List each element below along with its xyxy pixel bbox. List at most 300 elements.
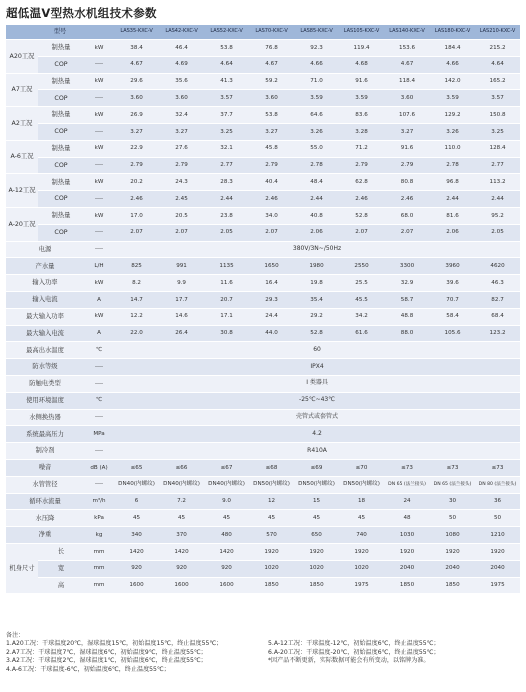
cell-value: 1020 [339, 560, 384, 577]
note-line: 5.A-12工况：干球温度-12℃，初始温度6℃，终止温度55℃； [268, 640, 440, 648]
cell-value: 32.4 [159, 107, 204, 124]
cell-value: 1600 [204, 577, 249, 594]
cell-value: 1135 [204, 258, 249, 275]
merged-value: 4.2 [114, 426, 520, 443]
cell-value: 16.4 [249, 275, 294, 292]
cell-value: 991 [159, 258, 204, 275]
table-row [6, 191, 520, 208]
notes-title: 备注： [6, 632, 25, 639]
row-label: 噪音 [6, 459, 84, 476]
row-label: 制冷剂 [6, 443, 84, 460]
cell-value: ≤69 [294, 459, 339, 476]
cell-value: 80.8 [384, 174, 430, 191]
row-label: 制热量 [38, 207, 84, 224]
cell-value: 920 [159, 560, 204, 577]
cell-value: 20.5 [159, 207, 204, 224]
cell-value: 2.77 [475, 157, 520, 174]
cell-value: 2.79 [114, 157, 159, 174]
cell-value: 20.2 [114, 174, 159, 191]
cell-value: 2.07 [159, 224, 204, 241]
merged-value: I 类器具 [114, 375, 520, 392]
cell-value: 81.6 [430, 207, 475, 224]
table-row [6, 140, 520, 157]
cell-value: 4.67 [384, 56, 430, 73]
cell-value: 48.4 [294, 174, 339, 191]
table-row [6, 459, 520, 476]
table-row [6, 241, 520, 258]
row-label: 防触电类型 [6, 375, 84, 392]
cell-value: ≤73 [430, 459, 475, 476]
cell-value: 650 [294, 527, 339, 544]
table-row [6, 90, 520, 107]
cell-value: 2.44 [475, 191, 520, 208]
cell-value: 55.0 [294, 140, 339, 157]
cell-value: 14.7 [114, 291, 159, 308]
row-unit: kW [84, 40, 114, 57]
cell-value: 2.78 [294, 157, 339, 174]
cell-value: 12.2 [114, 308, 159, 325]
condition-name: A-12工况 [6, 174, 38, 208]
cell-value: 20.7 [204, 291, 249, 308]
row-label: 制热量 [38, 40, 84, 57]
table-row [6, 359, 520, 376]
cell-value: 50 [430, 510, 475, 527]
cell-value: 370 [159, 527, 204, 544]
cell-value: 2.07 [249, 224, 294, 241]
cell-value: 2.44 [294, 191, 339, 208]
cell-value: 184.4 [430, 40, 475, 57]
note-line: 4.A-6工况：干球温度-6℃，初始温度6℃，终止温度55℃； [6, 665, 170, 673]
cell-value: 1020 [294, 560, 339, 577]
cell-value: 2.44 [204, 191, 249, 208]
cell-value: 3.59 [294, 90, 339, 107]
cell-value: 9.9 [159, 275, 204, 292]
cell-value: 3.59 [430, 90, 475, 107]
cell-value: 3960 [430, 258, 475, 275]
table-row [6, 493, 520, 510]
cell-value: 38.4 [114, 40, 159, 57]
row-label: COP [38, 123, 84, 140]
table-row [6, 476, 520, 493]
cell-value: 22.9 [114, 140, 159, 157]
cell-value: 96.8 [430, 174, 475, 191]
cell-value: 28.3 [204, 174, 249, 191]
cell-value: 35.6 [159, 73, 204, 90]
cell-value: 920 [204, 560, 249, 577]
cell-value: 53.8 [249, 107, 294, 124]
cell-value: 29.6 [114, 73, 159, 90]
row-label: 水管管径 [6, 476, 84, 493]
cell-value: 740 [339, 527, 384, 544]
row-label: 输入功率 [6, 275, 84, 292]
row-label: 使用环境温度 [6, 392, 84, 409]
cell-value: 113.2 [475, 174, 520, 191]
cell-value: DN50(内螺纹) [294, 476, 339, 493]
cell-value: 570 [249, 527, 294, 544]
row-label: 制热量 [38, 73, 84, 90]
cell-value: 53.8 [204, 40, 249, 57]
cell-value: 91.6 [339, 73, 384, 90]
model-name: LAS105-KXC-V [339, 25, 384, 40]
table-row [6, 56, 520, 73]
cell-value: 17.1 [204, 308, 249, 325]
table-row [6, 543, 520, 560]
row-unit: ---- [84, 224, 114, 241]
cell-value: 142.0 [430, 73, 475, 90]
cell-value: 27.6 [159, 140, 204, 157]
cell-value: 70.7 [430, 291, 475, 308]
dimensions-group: 机身尺寸 [6, 543, 38, 593]
row-unit: kW [84, 308, 114, 325]
row-label: 最高出水温度 [6, 342, 84, 359]
row-label: 循环水流量 [6, 493, 84, 510]
table-row [6, 73, 520, 90]
row-unit: MPa [84, 426, 114, 443]
cell-value: 4.66 [294, 56, 339, 73]
model-name: LAS52-KXC-V [204, 25, 249, 40]
cell-value: 110.0 [430, 140, 475, 157]
row-unit: kPa [84, 510, 114, 527]
cell-value: 82.7 [475, 291, 520, 308]
header-label: 型号 [6, 25, 114, 40]
table-row [6, 275, 520, 292]
row-unit: ---- [84, 56, 114, 73]
row-unit: kW [84, 275, 114, 292]
cell-value: 480 [204, 527, 249, 544]
row-unit: kW [84, 140, 114, 157]
cell-value: 2.05 [475, 224, 520, 241]
cell-value: 4.69 [159, 56, 204, 73]
table-row [6, 325, 520, 342]
condition-name: A20工况 [6, 40, 38, 74]
table-row [6, 443, 520, 460]
cell-value: ≤68 [249, 459, 294, 476]
cell-value: 62.8 [339, 174, 384, 191]
cell-value: 2.79 [339, 157, 384, 174]
merged-value: IPX4 [114, 359, 520, 376]
table-row [6, 577, 520, 594]
cell-value: 3.60 [114, 90, 159, 107]
merged-value: 壳管式或套管式 [114, 409, 520, 426]
cell-value: 3.26 [294, 123, 339, 140]
cell-value: 24.4 [249, 308, 294, 325]
cell-value: 19.8 [294, 275, 339, 292]
cell-value: 2040 [430, 560, 475, 577]
table-row [6, 308, 520, 325]
cell-value: 1420 [159, 543, 204, 560]
cell-value: 40.4 [249, 174, 294, 191]
model-name: LAS140-KXC-V [384, 25, 430, 40]
cell-value: 1920 [475, 543, 520, 560]
cell-value: 123.2 [475, 325, 520, 342]
cell-value: 26.9 [114, 107, 159, 124]
cell-value: 71.0 [294, 73, 339, 90]
cell-value: 2.06 [430, 224, 475, 241]
cell-value: 17.0 [114, 207, 159, 224]
row-label: 防水等级 [6, 359, 84, 376]
table-row [6, 224, 520, 241]
table-row [6, 560, 520, 577]
cell-value: 3.27 [249, 123, 294, 140]
cell-value: DN40(内螺纹) [204, 476, 249, 493]
cell-value: 1420 [204, 543, 249, 560]
cell-value: 3.60 [384, 90, 430, 107]
cell-value: 2.79 [249, 157, 294, 174]
cell-value: DN 65 (法兰接头) [384, 476, 430, 493]
row-label: 最大输入功率 [6, 308, 84, 325]
cell-value: 128.4 [475, 140, 520, 157]
row-label: COP [38, 224, 84, 241]
cell-value: 3.25 [475, 123, 520, 140]
table-row [6, 426, 520, 443]
row-unit: kg [84, 527, 114, 544]
cell-value: 2.06 [294, 224, 339, 241]
cell-value: 1920 [339, 543, 384, 560]
cell-value: 29.3 [249, 291, 294, 308]
cell-value: 920 [114, 560, 159, 577]
cell-value: 46.3 [475, 275, 520, 292]
cell-value: 91.6 [384, 140, 430, 157]
cell-value: 2.46 [384, 191, 430, 208]
cell-value: 1600 [114, 577, 159, 594]
cell-value: 4.64 [204, 56, 249, 73]
cell-value: 105.6 [430, 325, 475, 342]
cell-value: 30.8 [204, 325, 249, 342]
cell-value: 76.8 [249, 40, 294, 57]
cell-value: 2.46 [249, 191, 294, 208]
cell-value: 15 [294, 493, 339, 510]
cell-value: 2.07 [384, 224, 430, 241]
merged-value: -25℃~43℃ [114, 392, 520, 409]
cell-value: 2.46 [339, 191, 384, 208]
cell-value: 45.8 [249, 140, 294, 157]
row-unit: mm [84, 577, 114, 594]
row-unit: m³/h [84, 493, 114, 510]
cell-value: 52.8 [294, 325, 339, 342]
cell-value: 64.6 [294, 107, 339, 124]
cell-value: 165.2 [475, 73, 520, 90]
cell-value: 4.67 [114, 56, 159, 73]
row-label: COP [38, 191, 84, 208]
cell-value: 92.3 [294, 40, 339, 57]
cell-value: 40.8 [294, 207, 339, 224]
cell-value: 3.27 [384, 123, 430, 140]
note-line: *因产品不断更新，实际数据可能会有所变动，以铭牌为准。 [268, 657, 430, 665]
note-line: 1.A20工况：干球温度20℃，湿球温度15℃，初始温度15℃，终止温度55℃； [6, 640, 223, 648]
table-row [6, 174, 520, 191]
cell-value: 1080 [430, 527, 475, 544]
cell-value: 1600 [159, 577, 204, 594]
cell-value: 88.0 [384, 325, 430, 342]
cell-value: 48.8 [384, 308, 430, 325]
row-unit: A [84, 291, 114, 308]
cell-value: 2.79 [384, 157, 430, 174]
cell-value: 118.4 [384, 73, 430, 90]
cell-value: 4.64 [475, 56, 520, 73]
cell-value: 2.45 [159, 191, 204, 208]
cell-value: 50 [475, 510, 520, 527]
cell-value: DN 65 (法兰接头) [430, 476, 475, 493]
cell-value: 2040 [475, 560, 520, 577]
cell-value: 58.4 [430, 308, 475, 325]
cell-value: 107.6 [384, 107, 430, 124]
row-unit: A [84, 325, 114, 342]
row-unit: ℃ [84, 392, 114, 409]
cell-value: 153.6 [384, 40, 430, 57]
cell-value: DN40(内螺纹) [114, 476, 159, 493]
cell-value: 2.07 [114, 224, 159, 241]
merged-value: 60 [114, 342, 520, 359]
cell-value: 35.4 [294, 291, 339, 308]
cell-value: 45.5 [339, 291, 384, 308]
cell-value: ≤73 [475, 459, 520, 476]
cell-value: 1210 [475, 527, 520, 544]
table-row [6, 123, 520, 140]
cell-value: 825 [114, 258, 159, 275]
cell-value: 2.46 [114, 191, 159, 208]
cell-value: 3.26 [430, 123, 475, 140]
cell-value: 119.4 [339, 40, 384, 57]
cell-value: 1030 [384, 527, 430, 544]
table-row [6, 510, 520, 527]
cell-value: 1850 [384, 577, 430, 594]
cell-value: 71.2 [339, 140, 384, 157]
cell-value: 2.79 [159, 157, 204, 174]
cell-value: 1975 [475, 577, 520, 594]
row-label: 制热量 [38, 140, 84, 157]
table-row [6, 392, 520, 409]
cell-value: 1420 [114, 543, 159, 560]
cell-value: 59.2 [249, 73, 294, 90]
row-label: COP [38, 56, 84, 73]
cell-value: ≤66 [159, 459, 204, 476]
spec-table [6, 25, 520, 594]
table-row [6, 409, 520, 426]
row-label: 系统最高压力 [6, 426, 84, 443]
cell-value: 41.3 [204, 73, 249, 90]
cell-value: ≤67 [204, 459, 249, 476]
table-row [6, 375, 520, 392]
note-line: 2.A7工况：干球温度7℃，湿球温度6℃，初始温度9℃，终止温度55℃； [6, 648, 207, 656]
cell-value: 1850 [294, 577, 339, 594]
page-title: 超低温V型热水机组技术参数 [6, 6, 157, 20]
row-label: 电源 [6, 241, 84, 258]
cell-value: 45 [114, 510, 159, 527]
cell-value: 3.27 [159, 123, 204, 140]
model-name: LAS35-KXC-V [114, 25, 159, 40]
row-label: 制热量 [38, 107, 84, 124]
row-unit: ---- [84, 443, 114, 460]
cell-value: 8.2 [114, 275, 159, 292]
cell-value: DN50(内螺纹) [249, 476, 294, 493]
cell-value: 1920 [249, 543, 294, 560]
row-unit: L/H [84, 258, 114, 275]
cell-value: 32.1 [204, 140, 249, 157]
cell-value: 17.7 [159, 291, 204, 308]
row-label: COP [38, 90, 84, 107]
cell-value: 1920 [294, 543, 339, 560]
model-name: LAS70-KXC-V [249, 25, 294, 40]
cell-value: 1020 [249, 560, 294, 577]
cell-value: 58.7 [384, 291, 430, 308]
cell-value: 3.28 [339, 123, 384, 140]
cell-value: 95.2 [475, 207, 520, 224]
cell-value: DN50(内螺纹) [339, 476, 384, 493]
row-label: 长 [38, 543, 84, 560]
cell-value: 37.7 [204, 107, 249, 124]
cell-value: 39.6 [430, 275, 475, 292]
cell-value: 14.6 [159, 308, 204, 325]
cell-value: 83.6 [339, 107, 384, 124]
condition-name: A2工况 [6, 107, 38, 141]
cell-value: 6 [114, 493, 159, 510]
row-unit: kW [84, 107, 114, 124]
header-row [6, 25, 520, 40]
note-line: 3.A2工况：干球温度2℃，湿球温度1℃，初始温度6℃，终止温度55℃； [6, 657, 207, 665]
cell-value: 3.57 [204, 90, 249, 107]
cell-value: 24 [384, 493, 430, 510]
cell-value: 2.07 [339, 224, 384, 241]
cell-value: 3.57 [475, 90, 520, 107]
table-row [6, 40, 520, 57]
model-name: LAS180-KXC-V [430, 25, 475, 40]
model-name: LAS85-KXC-V [294, 25, 339, 40]
cell-value: 3.60 [159, 90, 204, 107]
cell-value: 1850 [430, 577, 475, 594]
cell-value: 3.60 [249, 90, 294, 107]
cell-value: 1980 [294, 258, 339, 275]
cell-value: 3.27 [114, 123, 159, 140]
cell-value: ≤70 [339, 459, 384, 476]
cell-value: 61.6 [339, 325, 384, 342]
cell-value: 26.4 [159, 325, 204, 342]
cell-value: 2550 [339, 258, 384, 275]
row-unit: mm [84, 543, 114, 560]
cell-value: 24.3 [159, 174, 204, 191]
row-unit: ---- [84, 409, 114, 426]
row-label: 净重 [6, 527, 84, 544]
cell-value: 4.68 [339, 56, 384, 73]
notes [6, 632, 522, 673]
row-unit: ---- [84, 191, 114, 208]
cell-value: 3.25 [204, 123, 249, 140]
row-label: COP [38, 157, 84, 174]
cell-value: 4620 [475, 258, 520, 275]
cell-value: 2.77 [204, 157, 249, 174]
condition-name: A7工况 [6, 73, 38, 107]
cell-value: 2.05 [204, 224, 249, 241]
cell-value: DN40(内螺纹) [159, 476, 204, 493]
cell-value: 9.0 [204, 493, 249, 510]
row-label: 最大输入电流 [6, 325, 84, 342]
row-label: 制热量 [38, 174, 84, 191]
condition-name: A-20工况 [6, 207, 38, 241]
row-label: 输入电流 [6, 291, 84, 308]
cell-value: 3300 [384, 258, 430, 275]
cell-value: 44.0 [249, 325, 294, 342]
row-unit: kW [84, 73, 114, 90]
cell-value: 11.6 [204, 275, 249, 292]
note-line: 6.A-20工况：干球温度-20℃，初始温度6℃，终止温度55℃； [268, 648, 440, 656]
cell-value: 215.2 [475, 40, 520, 57]
cell-value: 2.44 [430, 191, 475, 208]
cell-value: ≤65 [114, 459, 159, 476]
cell-value: 36 [475, 493, 520, 510]
row-label: 高 [38, 577, 84, 594]
row-unit: kW [84, 174, 114, 191]
cell-value: 46.4 [159, 40, 204, 57]
cell-value: 25.5 [339, 275, 384, 292]
